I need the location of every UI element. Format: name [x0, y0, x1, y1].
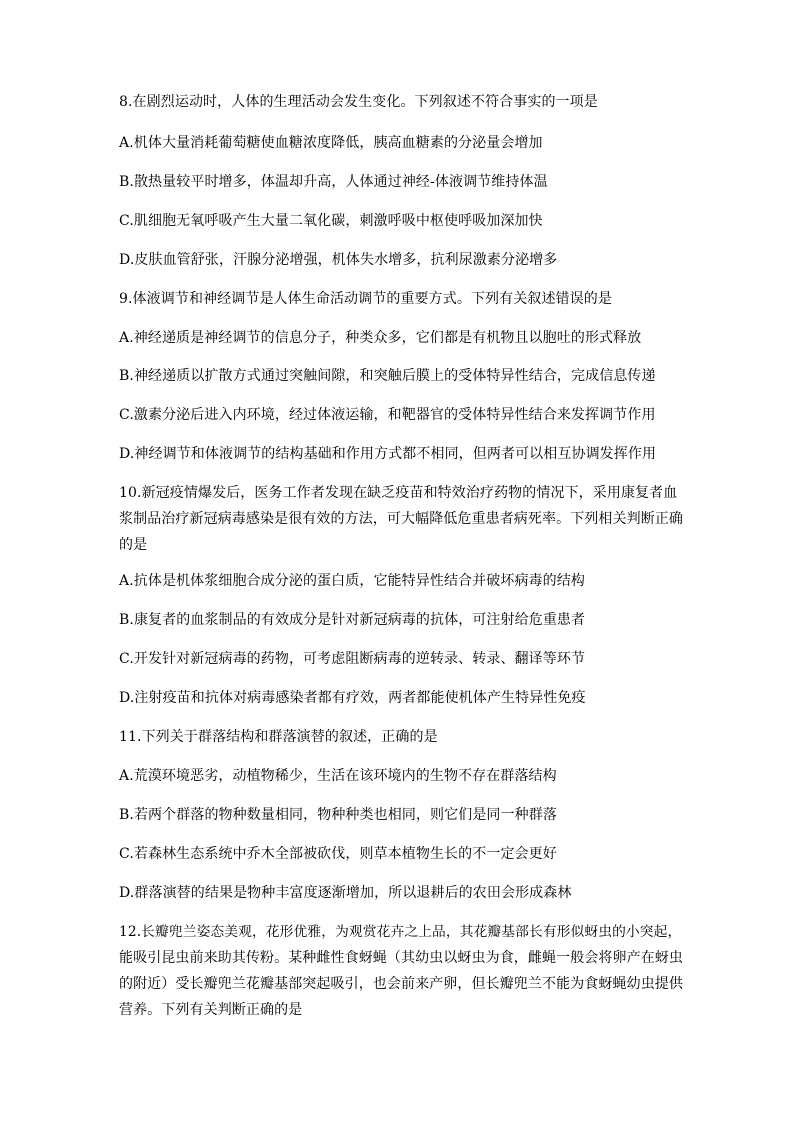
question-8-option-d: D.皮肤血管舒张，汗腺分泌增强，机体失水增多，抗利尿激素分泌增多: [119, 252, 558, 268]
question-9-option-d: D.神经调节和体液调节的结构基础和作用方式都不相同，但两者可以相互协调发挥作用: [119, 446, 657, 462]
question-12-stem-line-2: 能吸引昆虫前来助其传粉。某种雌性食蚜蝇（其幼虫以蚜虫为食，雌蝇一般会将卵产在蚜虫: [119, 950, 683, 966]
question-10-stem-line-2: 浆制品治疗新冠病毒感染是很有效的方法，可大幅降低危重患者病死率。下列相关判断正确: [119, 511, 683, 527]
question-12-stem-line-4: 营养。下列有关判断正确的是: [119, 1002, 303, 1018]
question-11-option-b: B.若两个群落的物种数量相同，物种种类也相同，则它们是同一种群落: [119, 807, 557, 823]
question-9-stem: 9.体液调节和神经调节是人体生命活动调节的重要方式。下列有关叙述错误的是: [119, 291, 612, 307]
question-8-option-b: B.散热量较平时增多，体温却升高，人体通过神经-体液调节维持体温: [119, 174, 548, 190]
question-11-option-d: D.群落演替的结果是物种丰富度逐渐增加，所以退耕后的农田会形成森林: [119, 885, 572, 901]
question-8-option-a: A.机体大量消耗葡萄糖使血糖浓度降低，胰高血糖素的分泌量会增加: [119, 135, 543, 151]
question-11-option-a: A.荒漠环境恶劣，动植物稀少，生活在该环境内的生物不存在群落结构: [119, 768, 557, 784]
question-12-stem-line-3: 的附近）受长瓣兜兰花瓣基部突起吸引，也会前来产卵，但长瓣兜兰不能为食蚜蝇幼虫提供: [119, 976, 683, 992]
question-8-stem: 8.在剧烈运动时，人体的生理活动会发生变化。下列叙述不符合事实的一项是: [119, 94, 598, 110]
question-9-option-b: B.神经递质以扩散方式通过突触间隙，和突触后膜上的受体特异性结合，完成信息传递: [119, 368, 656, 384]
question-12-stem-line-1: 12.长瓣兜兰姿态美观，花形优雅，为观赏花卉之上品，其花瓣基部长有形似蚜虫的小突起，: [119, 924, 682, 940]
question-10-option-d: D.注射疫苗和抗体对病毒感染者都有疗效，两者都能使机体产生特异性免疫: [119, 690, 586, 706]
question-10-stem-line-3: 的是: [119, 537, 148, 553]
question-10-stem-line-1: 10.新冠疫情爆发后，医务工作者发现在缺乏疫苗和特效治疗药物的情况下，采用康复者血: [119, 485, 678, 501]
question-10-option-c: C.开发针对新冠病毒的药物，可考虑阻断病毒的逆转录、转录、翻译等环节: [119, 651, 586, 667]
question-10-option-a: A.抗体是机体浆细胞合成分泌的蛋白质，它能特异性结合并破坏病毒的结构: [119, 573, 585, 589]
question-11-option-c: C.若森林生态系统中乔木全部被砍伐，则草本植物生长的不一定会更好: [119, 846, 557, 862]
question-9-option-a: A.神经递质是神经调节的信息分子，种类众多，它们都是有机物且以胞吐的形式释放: [119, 330, 642, 346]
question-11-stem: 11.下列关于群落结构和群落演替的叙述，正确的是: [119, 729, 438, 745]
question-9-option-c: C.激素分泌后进入内环境，经过体液运输，和靶器官的受体特异性结合来发挥调节作用: [119, 407, 656, 423]
question-10-option-b: B.康复者的血浆制品的有效成分是针对新冠病毒的抗体，可注射给危重患者: [119, 612, 586, 628]
question-8-option-c: C.肌细胞无氧呼吸产生大量二氧化碳，刺激呼吸中枢使呼吸加深加快: [119, 213, 543, 229]
